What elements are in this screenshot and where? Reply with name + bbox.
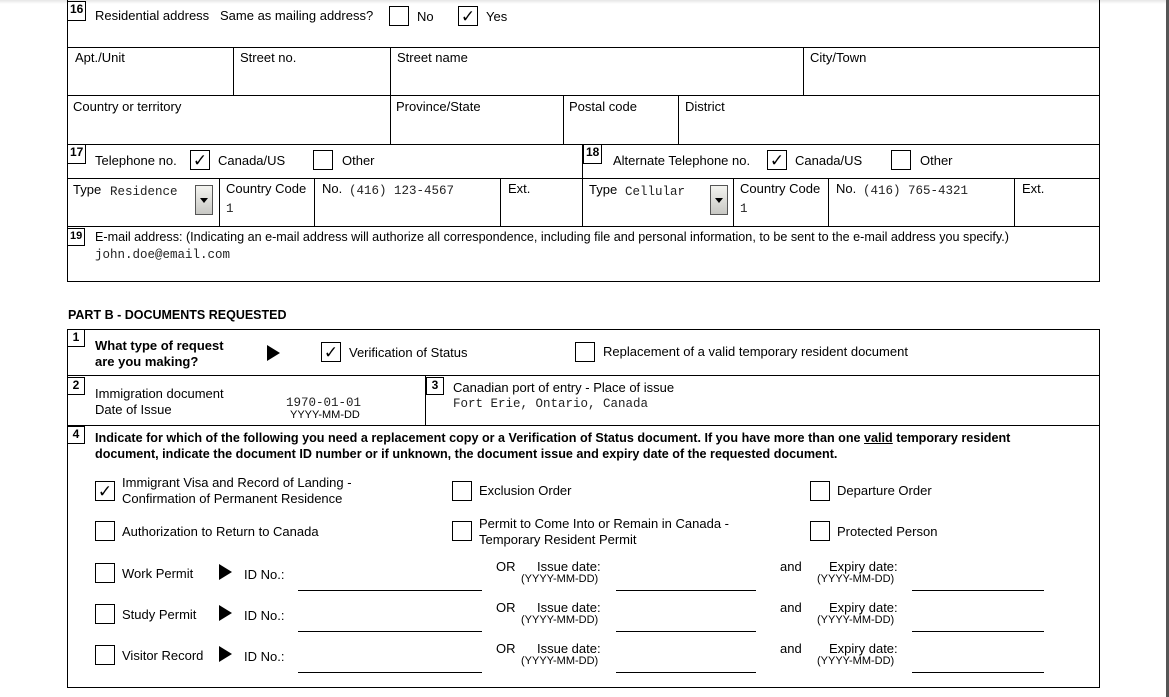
immigration-doc-label-line2: Date of Issue xyxy=(95,402,172,417)
departure-order-checkbox[interactable] xyxy=(810,481,830,501)
divider xyxy=(67,95,1100,96)
work-id-no-underline xyxy=(298,590,482,591)
work-issue-date-format: (YYYY-MM-DD) xyxy=(521,573,599,585)
work-issue-date-field[interactable] xyxy=(616,567,756,587)
divider xyxy=(563,95,564,145)
q4-instructions-line1 xyxy=(95,431,1010,445)
tel-ext-label: Ext. xyxy=(508,181,531,196)
exclusion-order-checkbox[interactable] xyxy=(452,481,472,501)
alt-tel-no-label: No. xyxy=(836,181,857,196)
immigrant-visa-label-line2: Confirmation of Permanent Residence xyxy=(122,491,343,506)
residential-address-label: Residential address xyxy=(95,8,210,23)
visitor-expiry-date-field[interactable] xyxy=(912,649,1044,669)
alt-telephone-label: Alternate Telephone no. xyxy=(613,153,751,168)
arrow-right-icon xyxy=(219,605,232,621)
alt-tel-canada-us-label: Canada/US xyxy=(795,153,863,168)
tel-canada-us-checkbox[interactable]: ✓ xyxy=(190,150,210,170)
q4-text-part-b: temporary resident xyxy=(892,431,1011,445)
part-b-heading: PART B - DOCUMENTS REQUESTED xyxy=(68,308,287,322)
exclusion-order-label: Exclusion Order xyxy=(479,483,572,498)
temporary-resident-permit-label-line1: Permit to Come Into or Remain in Canada - xyxy=(479,516,729,531)
date-of-issue-format: YYYY-MM-DD xyxy=(290,409,360,421)
work-expiry-date-label: Expiry date: xyxy=(829,559,898,574)
tel-ext-field[interactable] xyxy=(504,200,579,222)
same-as-mailing-label: Same as mailing address? xyxy=(220,8,374,23)
work-expiry-date-field[interactable] xyxy=(912,567,1044,587)
work-id-no-label: ID No.: xyxy=(244,567,285,582)
same-address-yes-checkbox[interactable]: ✓ xyxy=(458,6,478,26)
work-issue-date-underline xyxy=(616,590,756,591)
alt-tel-other-checkbox[interactable] xyxy=(891,150,911,170)
immigration-doc-label-line1: Immigration document xyxy=(95,386,224,401)
tel-type-value[interactable]: Residence xyxy=(110,185,178,199)
study-expiry-date-field[interactable] xyxy=(912,608,1044,628)
study-permit-checkbox[interactable] xyxy=(95,604,115,624)
apt-unit-label: Apt./Unit xyxy=(75,50,125,65)
question-number-2: 2 xyxy=(67,377,85,395)
verification-of-status-label: Verification of Status xyxy=(349,345,468,360)
q4-text-valid: valid xyxy=(864,431,893,445)
work-issue-date-label: Issue date: xyxy=(537,559,601,574)
postal-code-label: Postal code xyxy=(569,99,637,114)
alt-tel-no-value[interactable]: (416) 765-4321 xyxy=(863,184,969,198)
arrow-right-icon xyxy=(219,564,232,580)
work-permit-label: Work Permit xyxy=(122,566,194,581)
study-expiry-date-label: Expiry date: xyxy=(829,600,898,615)
divider xyxy=(500,178,501,227)
departure-order-label: Departure Order xyxy=(837,483,932,498)
alt-tel-canada-us-checkbox[interactable]: ✓ xyxy=(767,150,787,170)
work-permit-checkbox[interactable] xyxy=(95,563,115,583)
district-label: District xyxy=(685,99,725,114)
visitor-issue-date-underline xyxy=(616,672,756,673)
street-no-label: Street no. xyxy=(240,50,297,65)
visitor-permit-checkbox[interactable] xyxy=(95,645,115,665)
request-type-question-line1: What type of request xyxy=(95,338,224,353)
question-number-3: 3 xyxy=(426,377,444,395)
visitor-expiry-date-underline xyxy=(912,672,1044,673)
tel-country-code-value[interactable]: 1 xyxy=(226,202,234,216)
visitor-permit-label: Visitor Record xyxy=(122,648,204,663)
alt-tel-ext-field[interactable] xyxy=(1018,200,1096,222)
city-town-label: City/Town xyxy=(810,50,867,65)
temporary-resident-permit-checkbox[interactable] xyxy=(452,521,472,541)
street-no-field[interactable] xyxy=(236,68,386,90)
work-expiry-date-underline xyxy=(912,590,1044,591)
no-label: No xyxy=(417,9,434,24)
study-expiry-date-format: (YYYY-MM-DD) xyxy=(817,614,895,626)
tel-no-label: No. xyxy=(322,181,343,196)
study-id-no-label: ID No.: xyxy=(244,608,285,623)
alt-tel-country-code-label: Country Code xyxy=(740,181,821,196)
study-issue-date-format: (YYYY-MM-DD) xyxy=(521,614,599,626)
tel-canada-us-label: Canada/US xyxy=(218,153,286,168)
protected-person-checkbox[interactable] xyxy=(810,521,830,541)
tel-no-value[interactable]: (416) 123-4567 xyxy=(349,184,455,198)
visitor-id-no-label: ID No.: xyxy=(244,649,285,664)
study-id-no-underline xyxy=(298,631,482,632)
visitor-issue-date-label: Issue date: xyxy=(537,641,601,656)
work-id-no-field[interactable] xyxy=(298,567,482,587)
tel-type-dropdown-button[interactable] xyxy=(195,185,213,215)
request-type-question-line2: are you making? xyxy=(95,354,199,369)
divider xyxy=(67,425,1100,426)
district-field[interactable] xyxy=(682,118,1097,140)
authorization-return-checkbox[interactable] xyxy=(95,521,115,541)
study-issue-date-underline xyxy=(616,631,756,632)
question-number-4: 4 xyxy=(67,426,85,444)
divider xyxy=(390,47,391,145)
same-address-no-checkbox[interactable] xyxy=(389,6,409,26)
alt-tel-type-label: Type xyxy=(589,182,618,197)
work-and-label: and xyxy=(780,559,802,574)
study-id-no-field[interactable] xyxy=(298,608,482,628)
section-number-17: 17 xyxy=(67,144,86,164)
replacement-document-checkbox[interactable] xyxy=(575,342,595,362)
visitor-issue-date-format: (YYYY-MM-DD) xyxy=(521,655,599,667)
immigrant-visa-label-line1: Immigrant Visa and Record of Landing - xyxy=(122,475,352,490)
divider xyxy=(67,178,1100,179)
section-number-16: 16 xyxy=(67,1,86,21)
tel-country-code-label: Country Code xyxy=(226,181,307,196)
study-expiry-date-underline xyxy=(912,631,1044,632)
apt-unit-field[interactable] xyxy=(70,68,230,90)
protected-person-label: Protected Person xyxy=(837,524,938,539)
street-name-label: Street name xyxy=(397,50,468,65)
visitor-id-no-field[interactable] xyxy=(298,649,482,669)
study-or-label: OR xyxy=(496,600,516,615)
work-expiry-date-format: (YYYY-MM-DD) xyxy=(817,573,895,585)
port-of-entry-label: Canadian port of entry - Place of issue xyxy=(453,380,675,395)
study-issue-date-label: Issue date: xyxy=(537,600,601,615)
study-and-label: and xyxy=(780,600,802,615)
visitor-or-label: OR xyxy=(496,641,516,656)
arrow-right-icon xyxy=(219,646,232,662)
alt-tel-type-value[interactable]: Cellular xyxy=(625,185,686,199)
visitor-id-no-underline xyxy=(298,672,482,673)
arrow-right-icon xyxy=(267,345,280,361)
tel-type-label: Type xyxy=(73,182,102,197)
divider xyxy=(733,178,734,227)
divider xyxy=(219,178,220,227)
divider xyxy=(67,375,1100,376)
question-number-1: 1 xyxy=(67,329,85,347)
temporary-resident-permit-label-line2: Temporary Resident Permit xyxy=(479,532,637,547)
work-or-label: OR xyxy=(496,559,516,574)
street-name-field[interactable] xyxy=(394,68,799,90)
alt-tel-other-label: Other xyxy=(920,153,953,168)
telephone-label: Telephone no. xyxy=(95,153,177,168)
divider xyxy=(678,95,679,145)
visitor-expiry-date-format: (YYYY-MM-DD) xyxy=(817,655,895,667)
divider xyxy=(1014,178,1015,227)
section-number-19: 19 xyxy=(67,228,85,246)
divider xyxy=(828,178,829,227)
email-value[interactable]: john.doe@email.com xyxy=(95,248,231,262)
country-field[interactable] xyxy=(70,118,386,140)
alt-tel-ext-label: Ext. xyxy=(1022,181,1045,196)
province-label: Province/State xyxy=(396,99,481,114)
email-label: E-mail address: (Indicating an e-mail address will authorize all correspondence, including file and personal information, to be sent to the e-mail address you specify.) xyxy=(95,230,1009,244)
province-field[interactable] xyxy=(394,118,560,140)
port-of-entry-value[interactable]: Fort Erie, Ontario, Canada xyxy=(453,397,649,411)
replacement-document-label: Replacement of a valid temporary resident document xyxy=(603,344,908,359)
country-label: Country or territory xyxy=(73,99,182,114)
q4-instructions-line2: document, indicate the document ID number or if unknown, the document issue and expiry date of the requested document. xyxy=(95,447,838,461)
verification-of-status-checkbox[interactable]: ✓ xyxy=(321,342,341,362)
tel-other-checkbox[interactable] xyxy=(313,150,333,170)
authorization-return-label: Authorization to Return to Canada xyxy=(122,524,319,539)
postal-code-field[interactable] xyxy=(567,118,675,140)
divider xyxy=(803,47,804,95)
divider xyxy=(233,47,234,95)
q4-text-part-a: Indicate for which of the following you need a replacement copy or a Verification of Status document. If you have more than one xyxy=(95,431,865,445)
date-of-issue-value[interactable]: 1970-01-01 xyxy=(286,396,362,410)
divider xyxy=(314,178,315,227)
visitor-and-label: and xyxy=(780,641,802,656)
yes-label: Yes xyxy=(486,9,508,24)
immigrant-visa-checkbox[interactable]: ✓ xyxy=(95,481,115,501)
study-permit-label: Study Permit xyxy=(122,607,197,622)
visitor-expiry-date-label: Expiry date: xyxy=(829,641,898,656)
city-town-field[interactable] xyxy=(807,68,1097,90)
alt-tel-country-code-value[interactable]: 1 xyxy=(740,202,748,216)
alt-tel-type-dropdown-button[interactable] xyxy=(710,185,728,215)
study-issue-date-field[interactable] xyxy=(616,608,756,628)
tel-other-label: Other xyxy=(342,153,375,168)
section-number-18: 18 xyxy=(583,144,602,164)
visitor-issue-date-field[interactable] xyxy=(616,649,756,669)
